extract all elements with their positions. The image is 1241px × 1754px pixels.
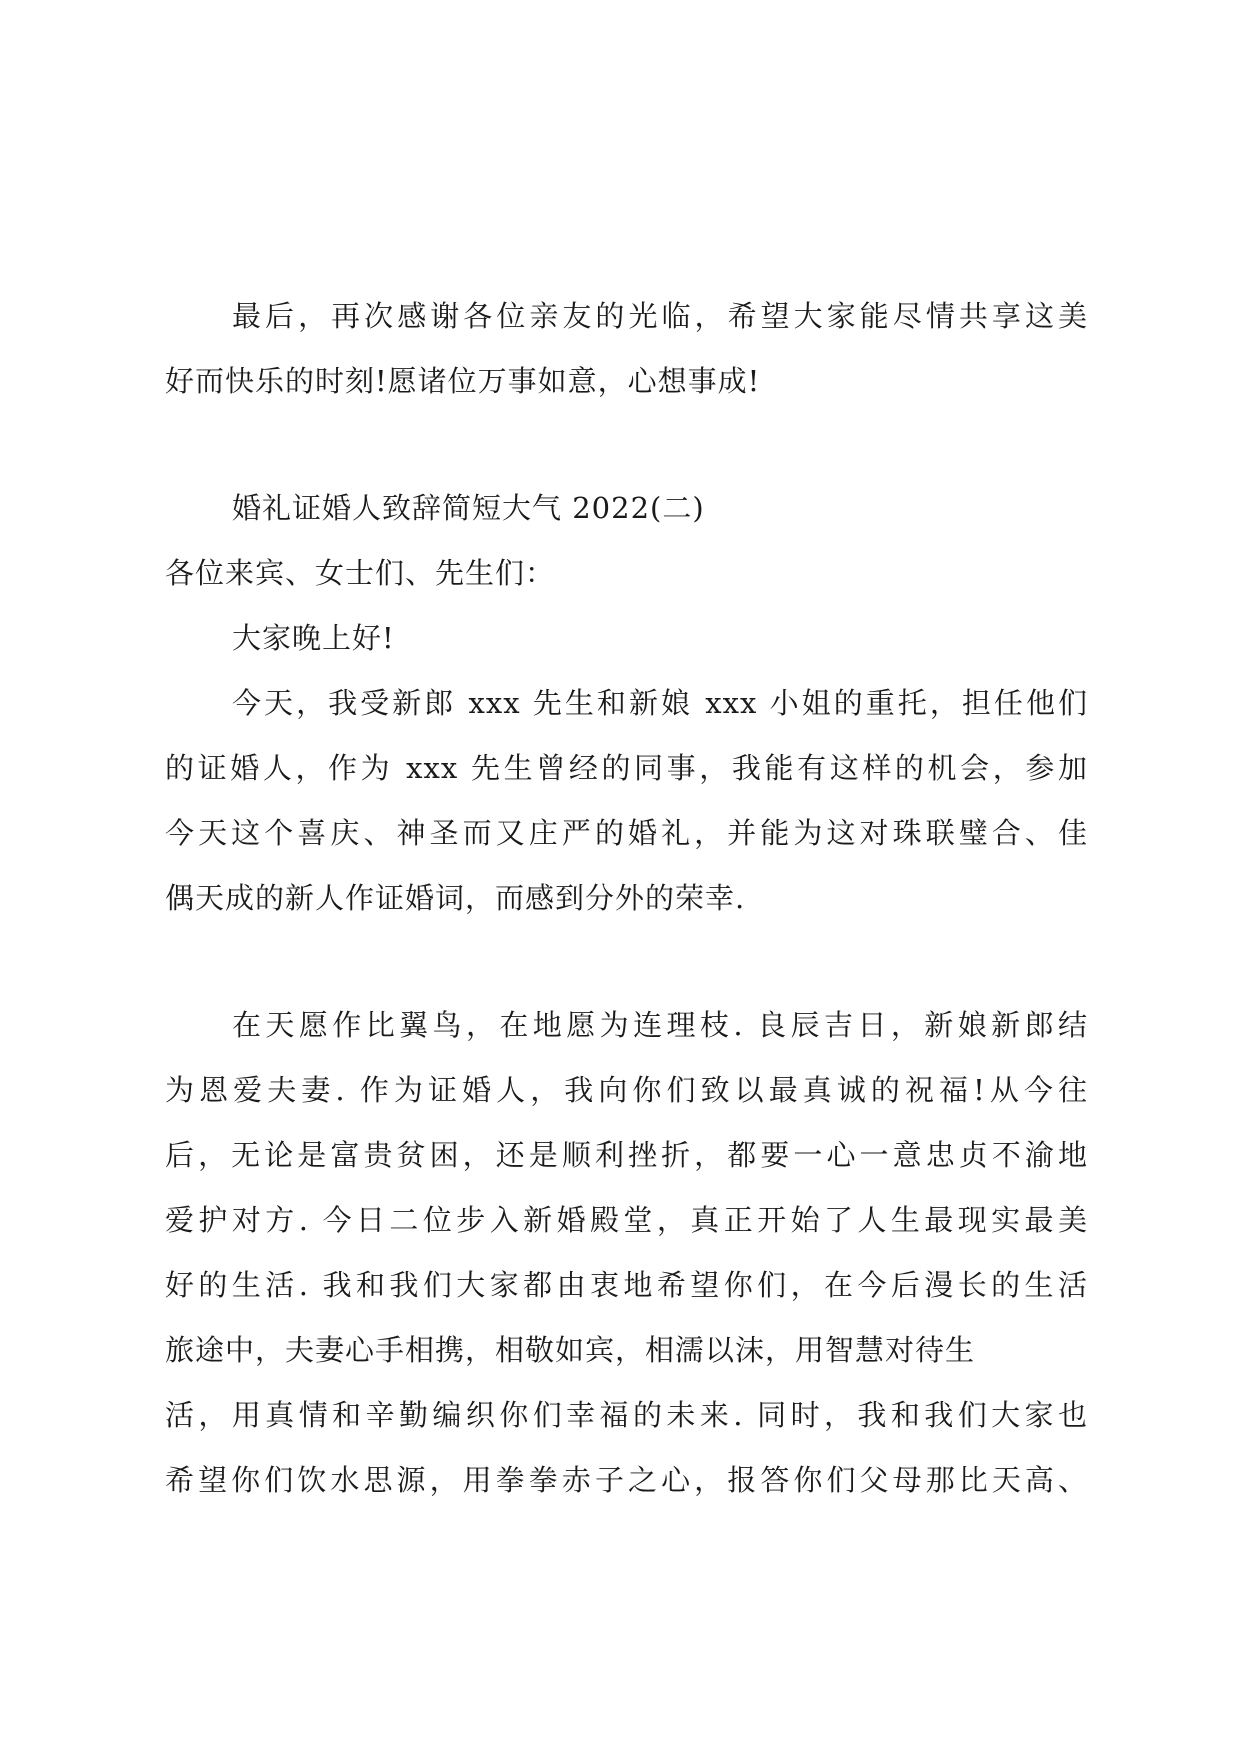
closing-paragraph-line-2: 好而快乐的时刻!愿诸位万事如意，心想事成! <box>165 364 761 398</box>
greeting: 大家晚上好! <box>232 621 395 655</box>
salutation: 各位来宾、女士们、先生们： <box>165 556 556 590</box>
paragraph-2-line-4: 爱护对方. 今日二位步入新婚殿堂，真正开始了人生最现实最美 <box>165 1203 1088 1237</box>
paragraph-2-line-5: 好的生活. 我和我们大家都由衷地希望你们，在今后漫长的生活 <box>165 1268 1088 1302</box>
paragraph-2-line-8: 希望你们饮水思源，用拳拳赤子之心，报答你们父母那比天高、 <box>165 1463 1088 1497</box>
paragraph-1-line-2: 的证婚人，作为 xxx 先生曾经的同事，我能有这样的机会，参加 <box>165 751 1088 785</box>
paragraph-1-line-3: 今天这个喜庆、神圣而又庄严的婚礼，并能为这对珠联璧合、佳 <box>165 816 1088 850</box>
paragraph-2-line-1: 在天愿作比翼鸟，在地愿为连理枝. 良辰吉日，新娘新郎结 <box>232 1008 1088 1042</box>
section-title: 婚礼证婚人致辞简短大气 2022(二) <box>232 491 705 525</box>
paragraph-2-line-6: 旅途中，夫妻心手相携，相敬如宾，相濡以沫，用智慧对待生 <box>165 1333 976 1367</box>
paragraph-2-line-3: 后，无论是富贵贫困，还是顺利挫折，都要一心一意忠贞不渝地 <box>165 1138 1088 1172</box>
paragraph-1-line-4: 偶天成的新人作证婚词，而感到分外的荣幸. <box>165 881 746 915</box>
paragraph-1-line-1: 今天，我受新郎 xxx 先生和新娘 xxx 小姐的重托，担任他们 <box>232 686 1088 720</box>
closing-paragraph-line-1: 最后，再次感谢各位亲友的光临，希望大家能尽情共享这美 <box>232 299 1088 333</box>
paragraph-2-line-2: 为恩爱夫妻. 作为证婚人，我向你们致以最真诚的祝福!从今往 <box>165 1073 1088 1107</box>
paragraph-2-line-7: 活，用真情和辛勤编织你们幸福的未来. 同时，我和我们大家也 <box>165 1398 1088 1432</box>
